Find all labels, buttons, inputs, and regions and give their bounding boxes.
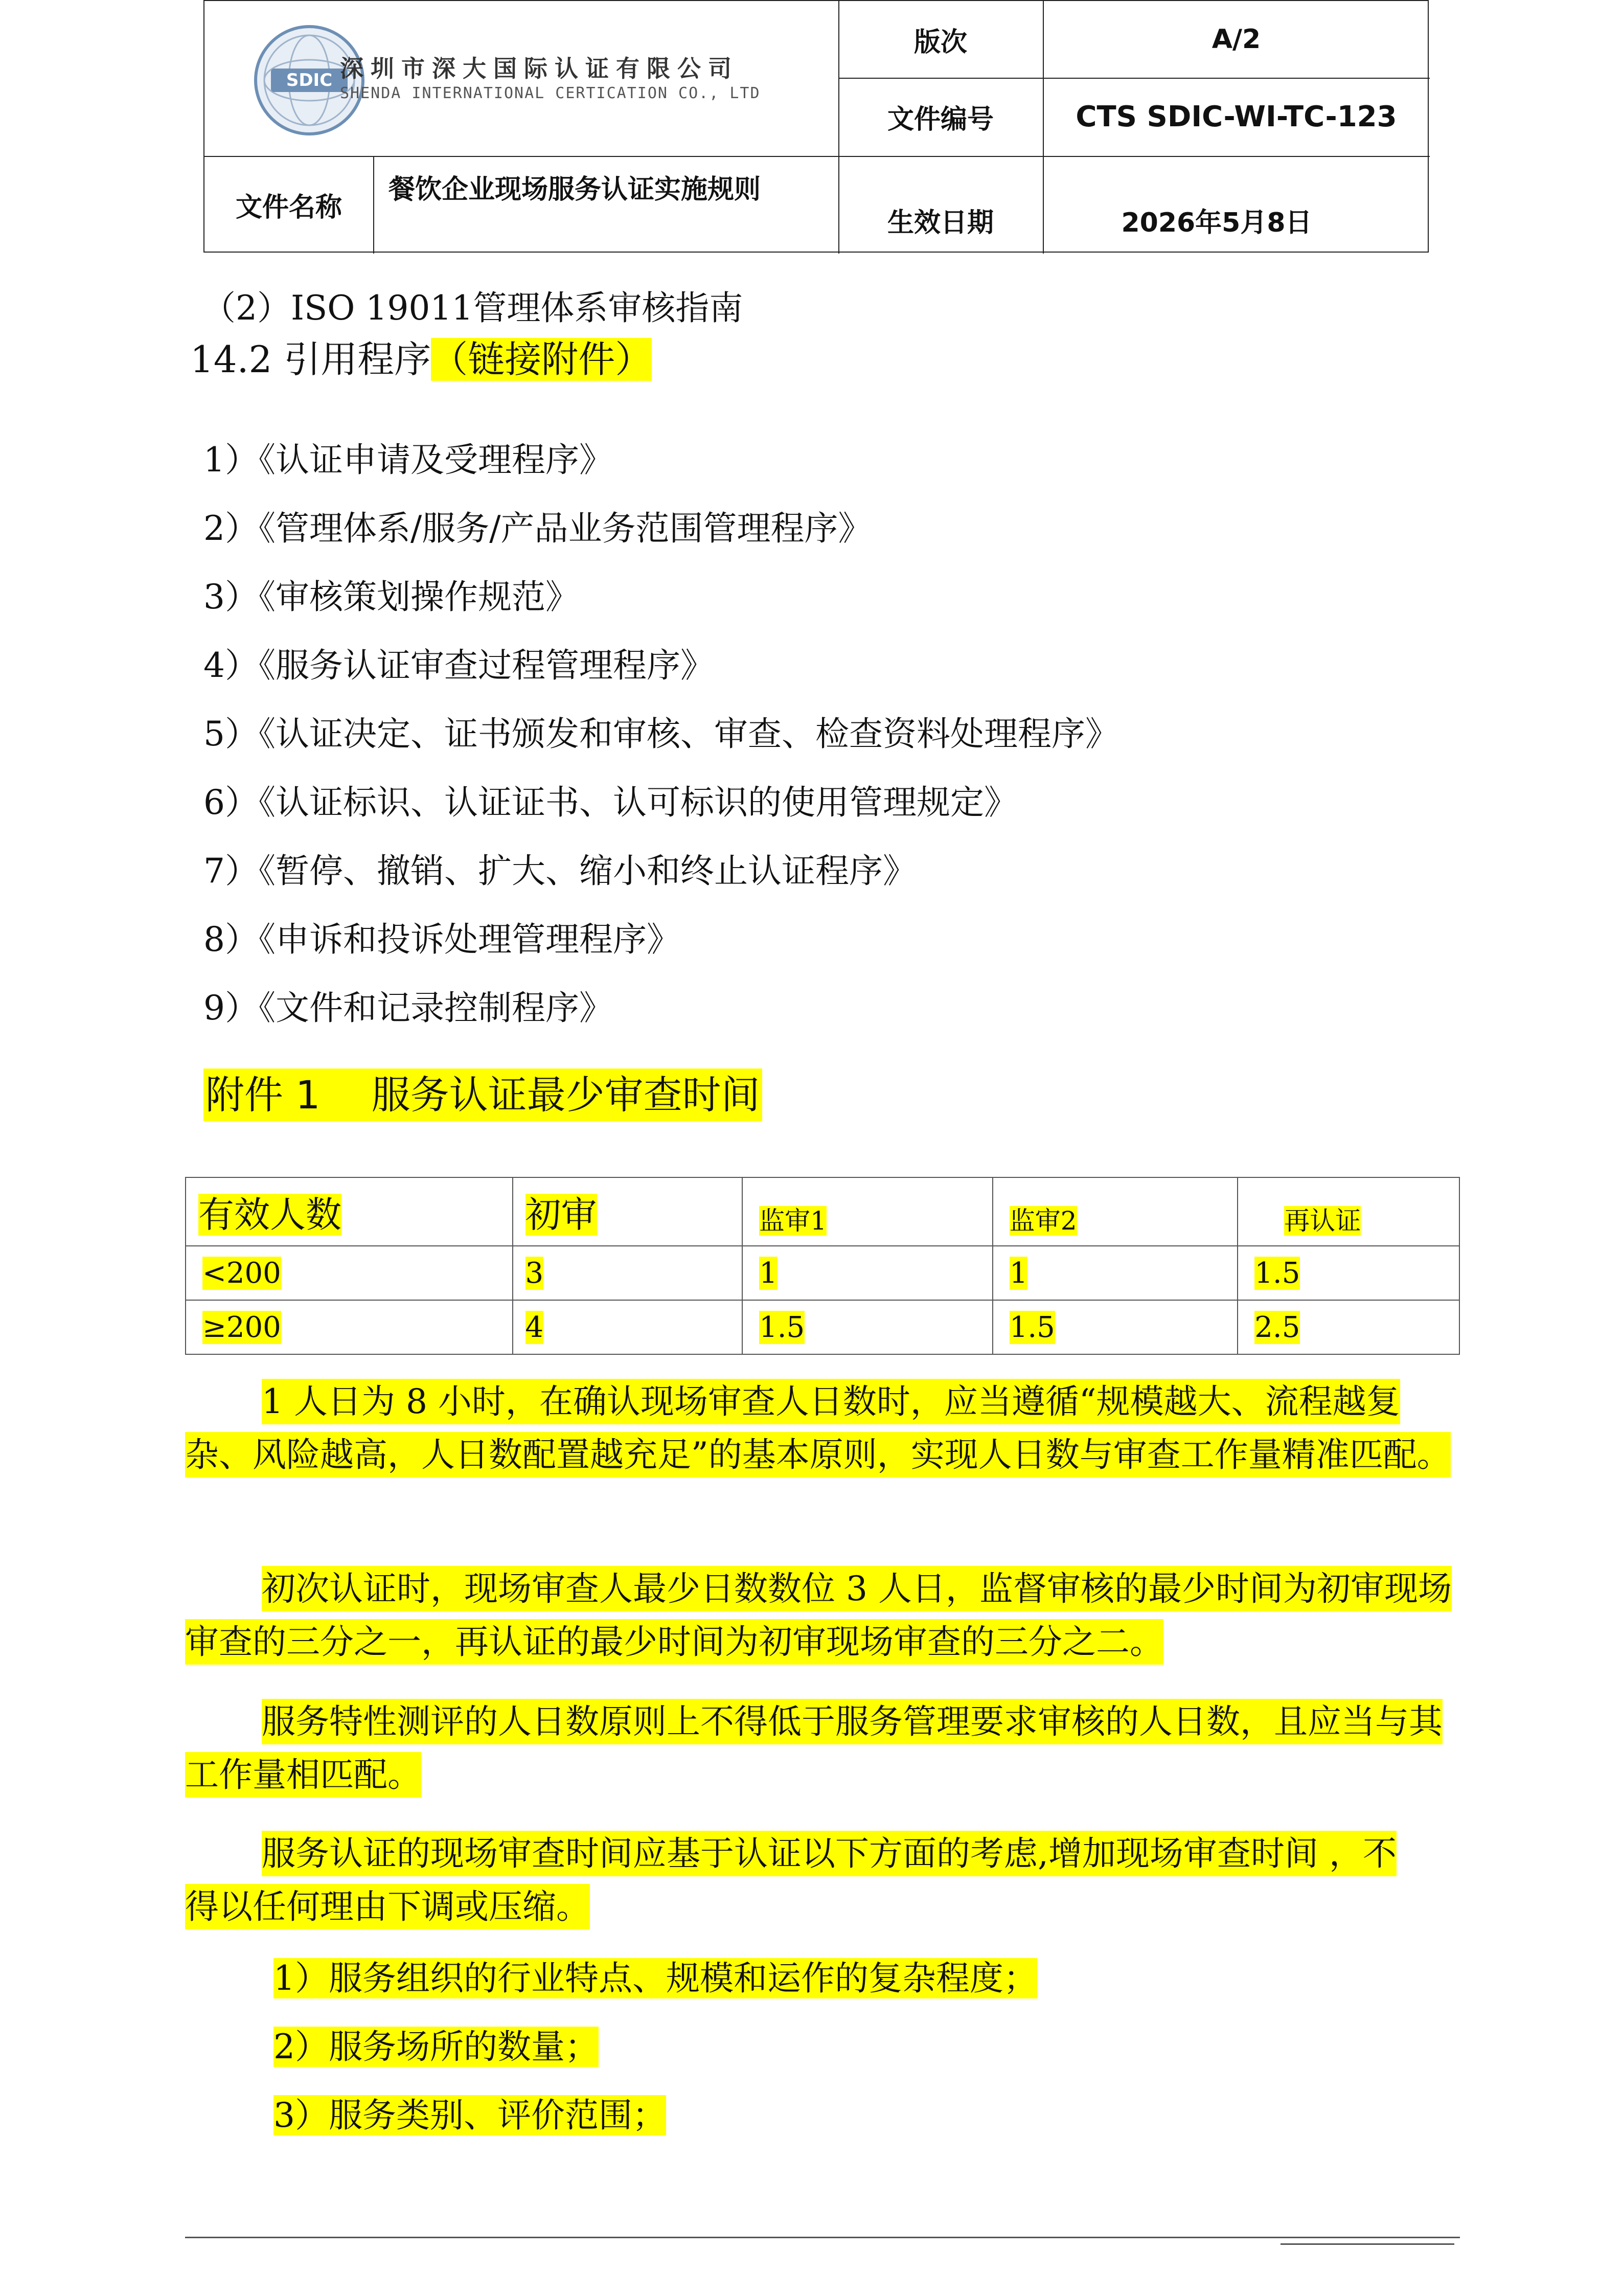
paragraph: 服务特性测评的人日数原则上不得低于服务管理要求审核的人日数，且应当与其工作量相匹配。 (185, 1695, 1460, 1802)
list-item: 1）《认证申请及受理程序》 (203, 440, 613, 480)
table-header-cell: 监审2 (993, 1177, 1238, 1246)
doc-name-value: 餐饮企业现场服务认证实施规则 (388, 174, 761, 205)
section-14-2-heading (190, 337, 652, 381)
table-cell: ≥200 (186, 1300, 513, 1354)
doc-name-label: 文件名称 (235, 192, 342, 223)
version-value: A/2 (1211, 24, 1261, 55)
footer-divider-short (1281, 2243, 1454, 2245)
table-header-cell: 再认证 (1238, 1177, 1459, 1246)
doc-number-value: CTS SDIC-WI-TC-123 (1076, 100, 1397, 133)
min-audit-time-table (185, 1177, 1460, 1355)
footer-divider (185, 2237, 1460, 2238)
table-cell: 2.5 (1238, 1300, 1459, 1354)
table-header-cell: 有效人数 (186, 1177, 513, 1246)
consideration-item: 1）服务组织的行业特点、规模和运作的复杂程度； (273, 1959, 1037, 1998)
list-item: 2）《管理体系/服务/产品业务范围管理程序》 (203, 509, 872, 548)
section-title: 14.2 引用程序 (190, 338, 431, 381)
table-cell: 1.5 (742, 1300, 993, 1354)
company-name-cn: 深圳市深大国际认证有限公司 (340, 55, 739, 82)
paragraph: 服务认证的现场审查时间应基于认证以下方面的考虑,增加现场审查时间 ，不得以任何理由下调或压缩。 (185, 1827, 1412, 1934)
effective-date-label: 生效日期 (887, 208, 994, 238)
section-title-highlight: （链接附件） (431, 338, 652, 381)
consideration-item: 3）服务类别、评价范围； (273, 2096, 666, 2135)
list-item: 8）《申诉和投诉处理管理程序》 (203, 920, 680, 959)
table-cell: 4 (513, 1300, 743, 1354)
annex-1-heading: 附件 1 服务认证最少审查时间 (203, 1069, 762, 1121)
list-item: 4）《服务认证审查过程管理程序》 (203, 646, 714, 685)
paragraph: 初次认证时，现场审查人最少日数数位 3 人日，监督审核的最少时间为初审现场审查的三分之一，再认证的最少时间为初审现场审查的三分之二。 (185, 1562, 1460, 1669)
document-header-table (203, 0, 1429, 253)
list-item: 6）《认证标识、认证证书、认可标识的使用管理规定》 (203, 783, 1018, 822)
version-label: 版次 (913, 27, 967, 58)
company-name-en: SHENDA INTERNATIONAL CERTICATION CO., LTD (340, 84, 761, 102)
svg-text:SDIC: SDIC (286, 70, 333, 90)
table-header-row (186, 1177, 1459, 1246)
table-row (186, 1246, 1459, 1300)
table-header-cell: 监审1 (742, 1177, 993, 1246)
paragraph: 1 人日为 8 小时，在确认现场审查人日数时，应当遵循“规模越大、流程越复杂、风险越高，人日数配置越充足”的基本原则，实现人日数与审查工作量精准匹配。 (185, 1375, 1460, 1482)
table-cell: 1 (993, 1246, 1238, 1300)
table-cell: 1.5 (993, 1300, 1238, 1354)
table-cell: 1 (742, 1246, 993, 1300)
list-item: 7）《暂停、撤销、扩大、缩小和终止认证程序》 (203, 851, 917, 891)
list-item: 5）《认证决定、证书颁发和审核、审查、检查资料处理程序》 (203, 714, 1119, 754)
table-row (186, 1300, 1459, 1354)
list-item: 3）《审核策划操作规范》 (203, 577, 579, 617)
doc-number-label: 文件编号 (887, 104, 994, 135)
effective-date-value: 2026年5月8日 (1121, 208, 1312, 238)
consideration-item: 2）服务场所的数量； (273, 2027, 599, 2066)
table-cell: <200 (186, 1246, 513, 1300)
list-item: 9）《文件和记录控制程序》 (203, 988, 613, 1028)
table-cell: 3 (513, 1246, 743, 1300)
reference-iso19011: （2）ISO 19011管理体系审核指南 (202, 288, 743, 328)
table-cell: 1.5 (1238, 1246, 1459, 1300)
table-header-cell: 初审 (513, 1177, 743, 1246)
